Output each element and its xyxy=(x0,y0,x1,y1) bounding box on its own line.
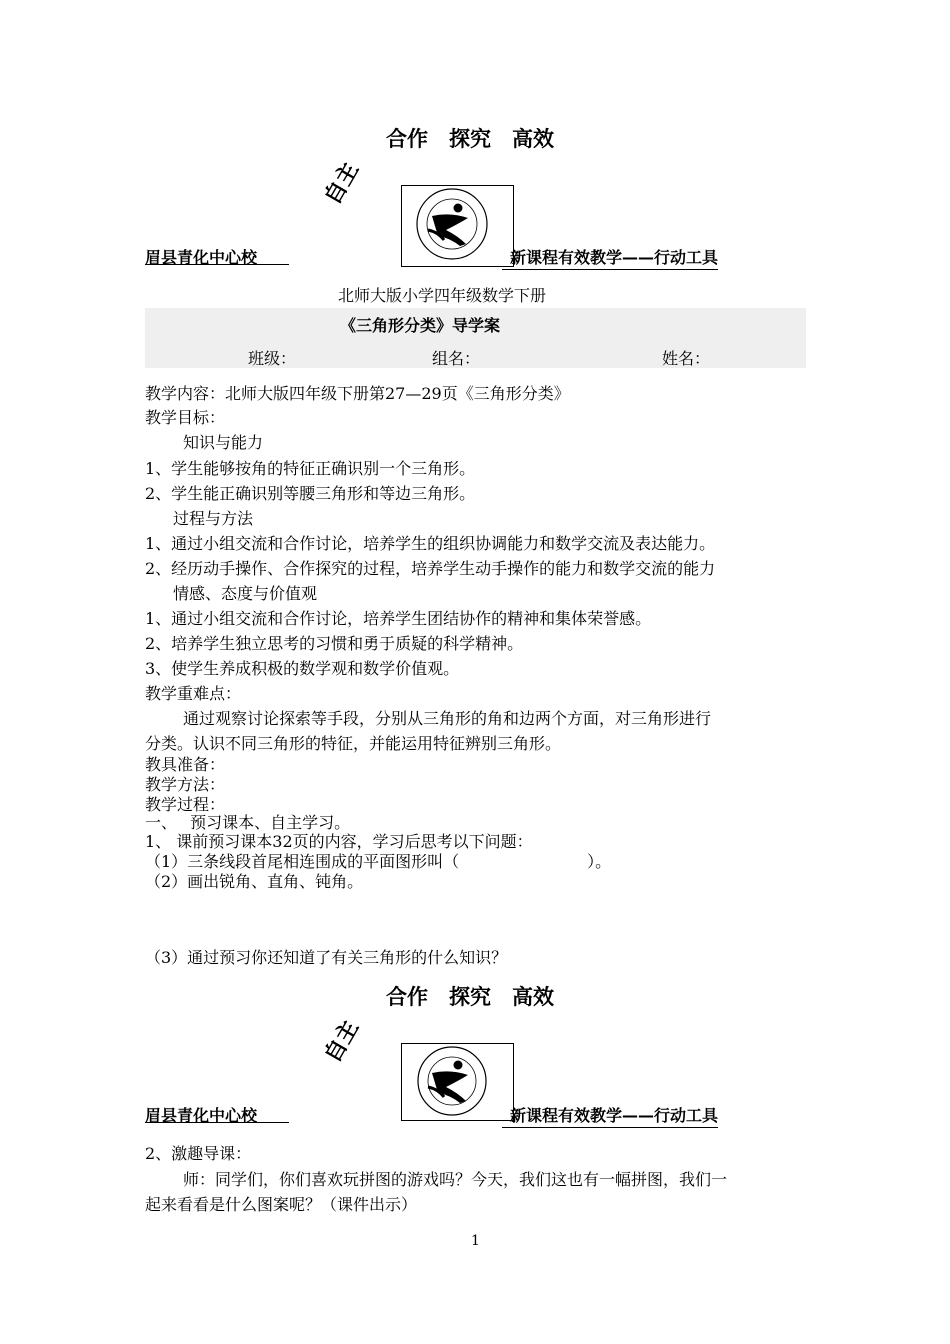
doc-title: 《三角形分类》导学案 xyxy=(340,316,501,335)
goal-knowledge-head: 知识与能力 xyxy=(183,433,264,452)
school-logo-icon-2 xyxy=(402,1044,513,1120)
school-name-2: 眉县青化中心校 xyxy=(145,1106,258,1125)
page-number: 1 xyxy=(471,1233,480,1249)
step-1: 一、 预习课本、自主学习。 xyxy=(145,813,351,832)
key-line-1: 通过观察讨论探索等手段，分别从三角形的角和边两个方面，对三角形进行 xyxy=(183,709,712,728)
zizhu-stamp-2: 自主 xyxy=(320,1016,364,1067)
tool-title: 新课程有效教学——行动工具 xyxy=(502,245,718,270)
method-label: 教学方法： xyxy=(145,775,226,794)
class-label: 班级： xyxy=(248,349,297,368)
motto: 合作 探究 高效 xyxy=(386,127,554,151)
motto-2: 合作 探究 高效 xyxy=(386,985,554,1009)
step-2-para-2: 起来看看是什么图案呢？（课件出示） xyxy=(145,1195,418,1214)
edition-line: 北师大版小学四年级数学下册 xyxy=(338,286,547,305)
zizhu-stamp: 自主 xyxy=(320,158,364,209)
process-label: 教学过程： xyxy=(145,795,226,814)
tools-label: 教具准备： xyxy=(145,755,226,774)
tool-title-2: 新课程有效教学——行动工具 xyxy=(502,1103,718,1128)
name-label: 姓名： xyxy=(662,349,711,368)
step-2: 2、激趣导课： xyxy=(145,1144,252,1163)
question-2: （2）画出锐角、直角、钝角。 xyxy=(145,872,364,891)
goal-process-head: 过程与方法 xyxy=(173,509,254,528)
key-label: 教学重难点： xyxy=(145,684,242,703)
goal-emotion-2: 2、培养学生独立思考的习惯和勇于质疑的科学精神。 xyxy=(145,634,524,653)
group-label: 组名： xyxy=(432,349,481,368)
school-name: 眉县青化中心校 xyxy=(145,248,258,267)
goal-process-1: 1、通过小组交流和合作讨论，培养学生的组织协调能力和数学交流及表达能力。 xyxy=(145,534,716,553)
step-1-1: 1、 课前预习课本32页的内容，学习后思考以下问题： xyxy=(145,832,533,851)
question-3: （3）通过预习你还知道了有关三角形的什么知识？ xyxy=(145,948,508,967)
goal-emotion-1: 1、通过小组交流和合作讨论，培养学生团结协作的精神和集体荣誉感。 xyxy=(145,609,652,628)
goal-knowledge-1: 1、学生能够按角的特征正确识别一个三角形。 xyxy=(145,459,476,478)
goal-emotion-3: 3、使学生养成积极的数学观和数学价值观。 xyxy=(145,659,460,678)
content-line: 教学内容：北师大版四年级下册第27—29页《三角形分类》 xyxy=(145,384,570,403)
goal-process-2: 2、经历动手操作、合作探究的过程，培养学生动手操作的能力和数学交流的能力 xyxy=(145,559,716,578)
school-logo xyxy=(401,185,514,267)
school-logo-icon xyxy=(402,186,513,266)
question-1: （1）三条线段首尾相连围成的平面图形叫（ ）。 xyxy=(145,852,612,871)
school-logo-2 xyxy=(401,1043,514,1121)
step-2-para-1: 师：同学们，你们喜欢玩拼图的游戏吗？今天，我们这也有一幅拼图，我们一 xyxy=(183,1170,728,1189)
goals-label: 教学目标： xyxy=(145,408,226,427)
key-line-2: 分类。认识不同三角形的特征，并能运用特征辨别三角形。 xyxy=(145,734,562,753)
goal-knowledge-2: 2、学生能正确识别等腰三角形和等边三角形。 xyxy=(145,484,476,503)
goal-emotion-head: 情感、态度与价值观 xyxy=(173,584,318,603)
